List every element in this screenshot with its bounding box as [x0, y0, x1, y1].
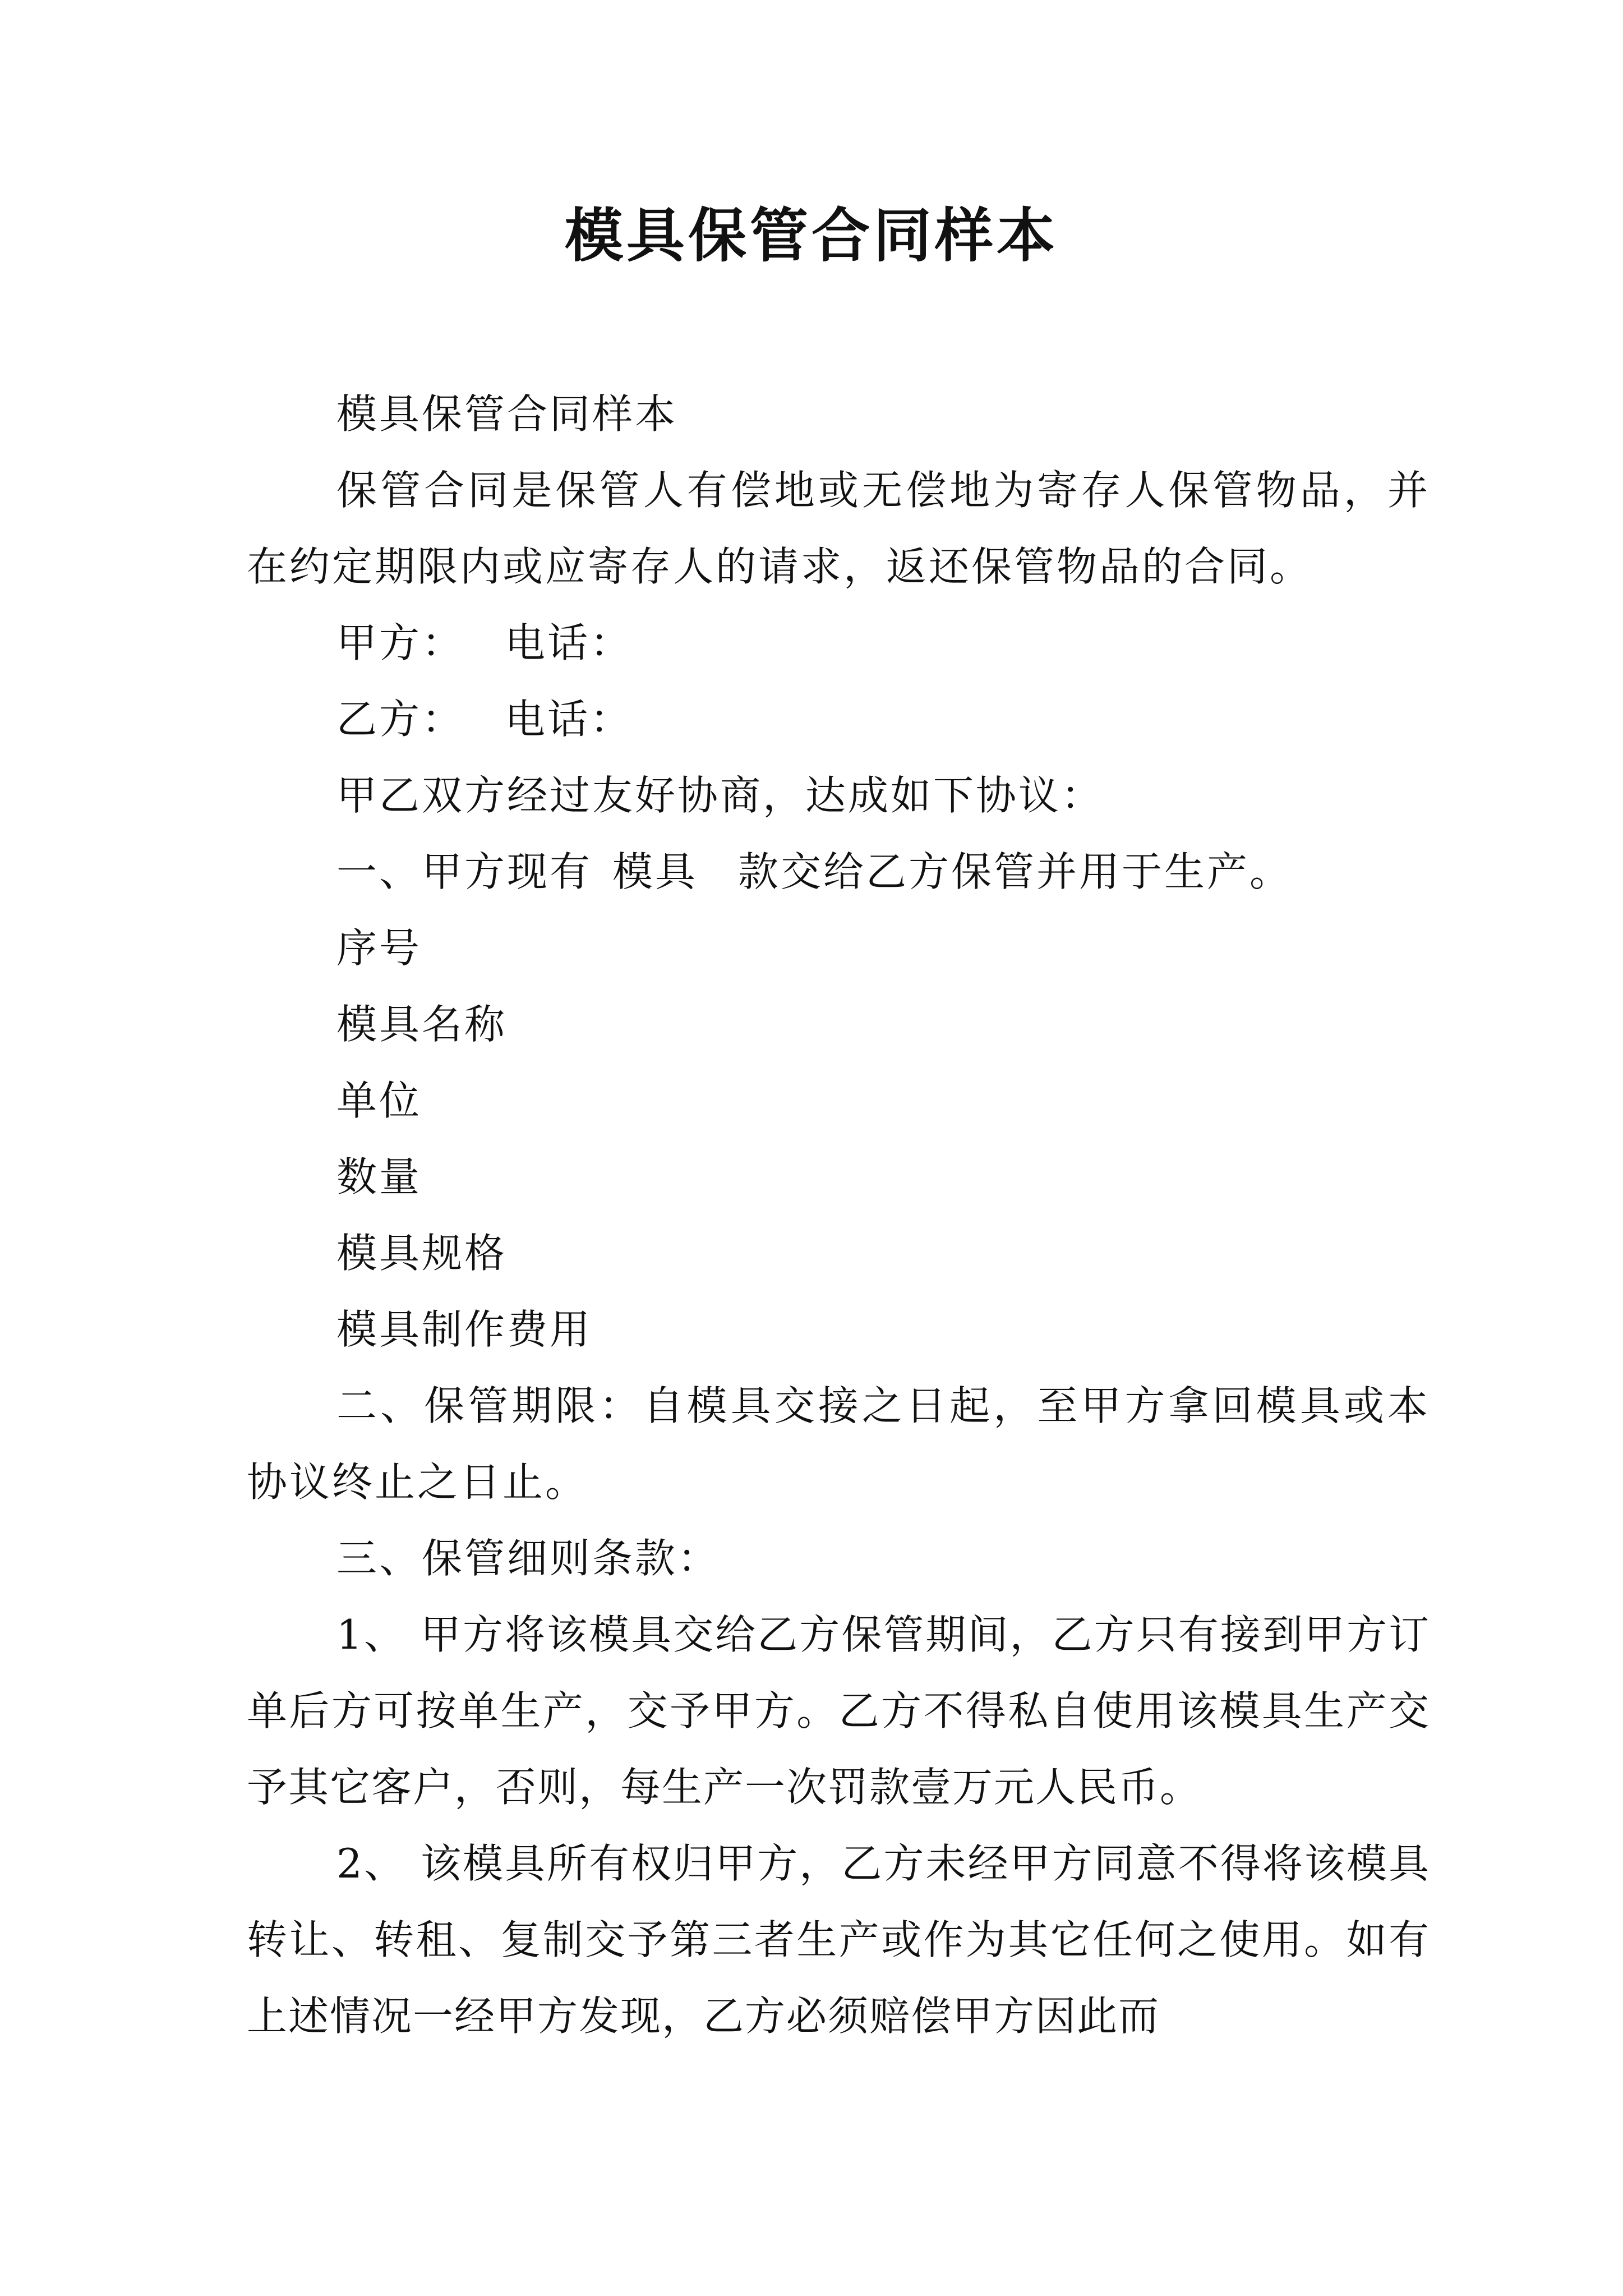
party-b-line: [247, 681, 1430, 757]
party-b-phone-label: 电话：: [505, 696, 633, 743]
party-a-line: [247, 605, 1430, 681]
clause-2-term: 二、保管期限：自模具交接之日起，至甲方拿回模具或本协议终止之日止。: [247, 1382, 1430, 1506]
document-body: [247, 376, 1430, 2054]
clause-3-heading: 三、保管细则条款：: [336, 1535, 721, 1582]
table-header-index: 序号: [336, 924, 422, 972]
table-header-unit: 单位: [336, 1077, 422, 1124]
table-header-cost: 模具制作费用: [336, 1306, 593, 1353]
paragraph-agreement: 甲乙双方经过友好协商，达成如下协议：: [336, 772, 1104, 819]
clause-1-suffix: 款交给乙方保管并用于生产。: [738, 848, 1293, 895]
party-a-label: 甲方：: [336, 619, 465, 666]
party-a-phone-label: 电话：: [505, 619, 633, 666]
table-header-mold-name: 模具名称: [336, 1001, 508, 1048]
clause-1: [247, 834, 1430, 910]
table-header-quantity: 数量: [336, 1153, 422, 1200]
table-header-spec: 模具规格: [336, 1230, 508, 1277]
clause-3-item-1: 1、 甲方将该模具交给乙方保管期间，乙方只有接到甲方订单后方可按单生产，交予甲方。乙方不得私自使用该模具生产交予其它客户，否则，每生产一次罚款壹万元人民币。: [247, 1611, 1430, 1811]
party-b-label: 乙方：: [336, 696, 465, 743]
paragraph-definition: 保管合同是保管人有偿地或无偿地为寄存人保管物品，并在约定期限内或应寄存人的请求，返还保管物品的合同。: [247, 467, 1430, 590]
clause-3-item-2: 2、 该模具所有权归甲方，乙方未经甲方同意不得将该模具转让、转租、复制交予第三者生产或作为其它任何之使用。如有上述情况一经甲方发现，乙方必须赔偿甲方因此而: [247, 1840, 1430, 2040]
clause-1-prefix: 一、甲方现有: [336, 848, 593, 895]
document-title: 模具保管合同样本: [564, 201, 1058, 270]
clause-1-item: 模具: [612, 848, 698, 895]
paragraph-subtitle: 模具保管合同样本: [336, 390, 678, 438]
